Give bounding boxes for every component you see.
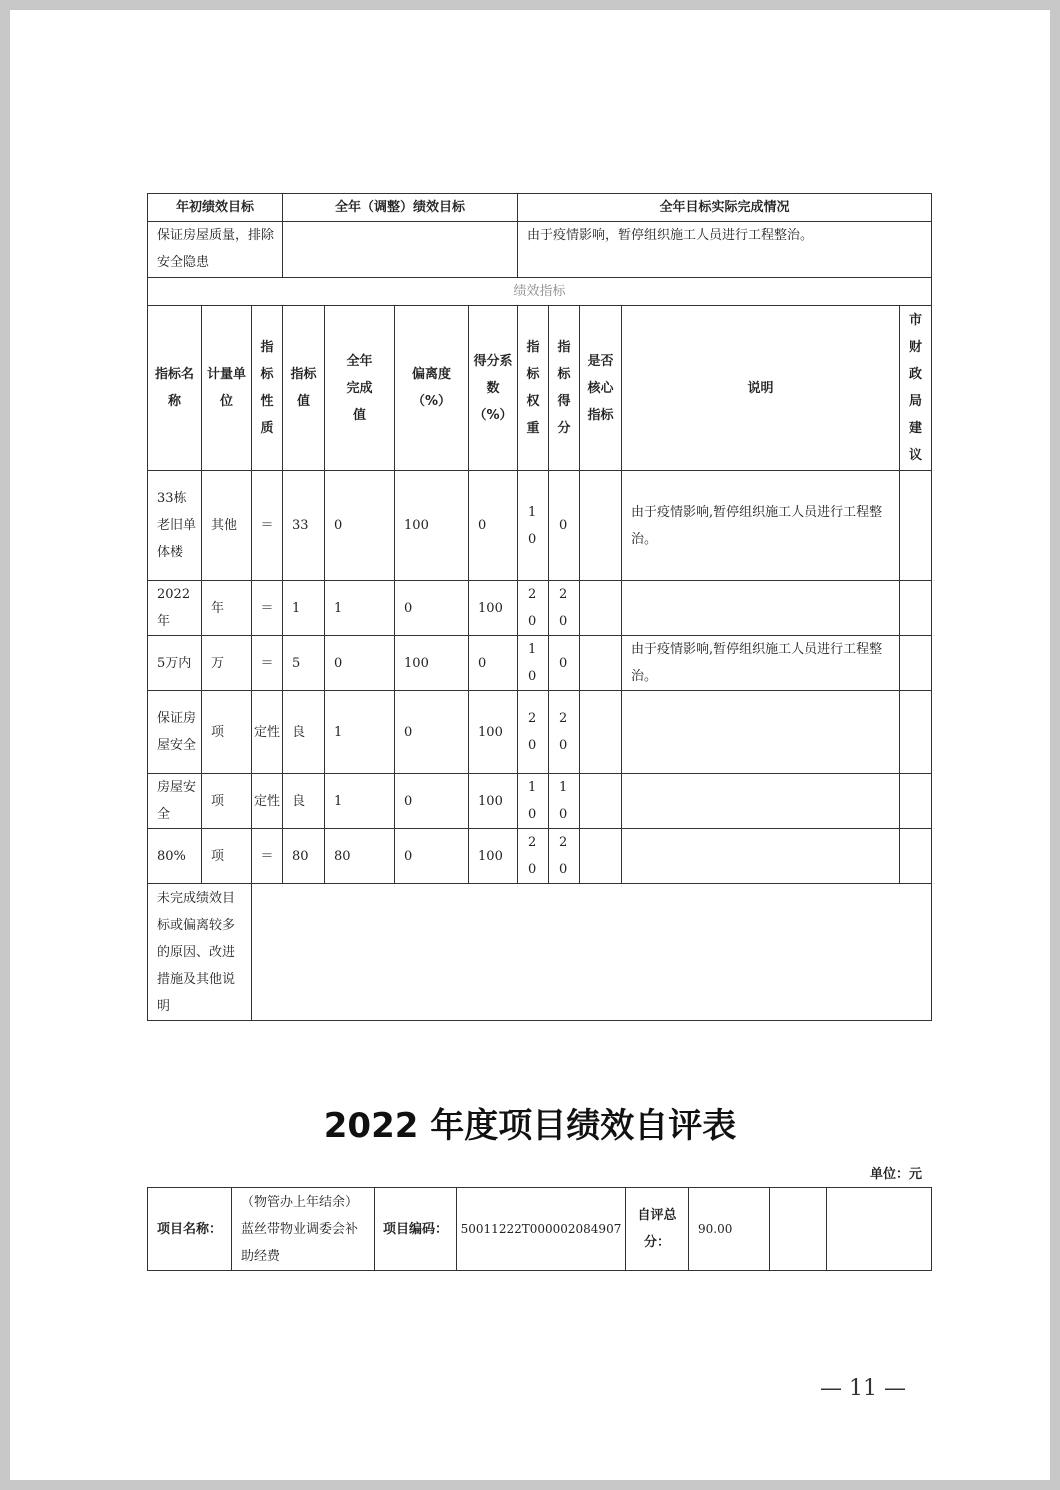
- table-cell: [900, 829, 932, 884]
- column-header: 指标值: [283, 306, 325, 471]
- table-cell: 20: [549, 829, 580, 884]
- actual-status-value: 由于疫情影响，暂停组织施工人员进行工程整治。: [518, 222, 932, 278]
- table-cell: 80: [325, 829, 395, 884]
- form-title: 2022 年度项目绩效自评表: [323, 1106, 737, 1146]
- table-cell: 0: [395, 774, 469, 829]
- remarks-label: 未完成绩效目标或偏离较多的原因、改进措施及其他说明: [148, 884, 252, 1021]
- empty-cell: [770, 1188, 827, 1271]
- table-cell: 100: [469, 829, 518, 884]
- column-header: 全年完成值: [325, 306, 395, 471]
- table-cell: 0: [395, 581, 469, 636]
- table-cell: [622, 581, 900, 636]
- project-name-label: 项目名称：: [148, 1188, 232, 1271]
- table-cell: 80%: [148, 829, 202, 884]
- table-cell: 10: [518, 471, 549, 581]
- table-cell: [622, 691, 900, 774]
- indicator-rows: [148, 471, 932, 884]
- table-cell: 项: [202, 774, 252, 829]
- table-cell: [580, 829, 622, 884]
- column-header: 是否核心指标: [580, 306, 622, 471]
- table-cell: 良: [283, 774, 325, 829]
- table-cell: 100: [469, 581, 518, 636]
- unit-label: 单位：元: [869, 1167, 922, 1182]
- table-cell: 100: [395, 636, 469, 691]
- column-header-row: [148, 306, 932, 471]
- empty-cell: [827, 1188, 932, 1271]
- self-score-label: 自评总分：: [626, 1188, 689, 1271]
- performance-table: [147, 193, 932, 1021]
- table-cell: 1: [325, 691, 395, 774]
- column-header: 指标权重: [518, 306, 549, 471]
- table-cell: 10: [549, 774, 580, 829]
- table-cell: 保证房屋安全: [148, 691, 202, 774]
- table-cell: [900, 691, 932, 774]
- column-header: 市财政局建议: [900, 306, 932, 471]
- column-header: 指标性质: [252, 306, 283, 471]
- table-cell: 20: [549, 581, 580, 636]
- table-row: [148, 636, 932, 691]
- table-cell: 100: [469, 691, 518, 774]
- table-cell: 20: [518, 581, 549, 636]
- table-cell: 良: [283, 691, 325, 774]
- table-cell: 0: [325, 471, 395, 581]
- column-header: 计量单位: [202, 306, 252, 471]
- table-cell: [580, 581, 622, 636]
- table-row: [148, 774, 932, 829]
- table-cell: [622, 774, 900, 829]
- initial-goal-header: 年初绩效目标: [148, 194, 283, 222]
- document-page: [10, 10, 1050, 1480]
- initial-goal-value: 保证房屋质量，排除安全隐患: [148, 222, 283, 278]
- table-cell: 万: [202, 636, 252, 691]
- table-cell: 0: [325, 636, 395, 691]
- table-cell: 定性: [252, 691, 283, 774]
- table-cell: 项: [202, 691, 252, 774]
- table-cell: [900, 581, 932, 636]
- table-cell: 5: [283, 636, 325, 691]
- table-cell: 80: [283, 829, 325, 884]
- table-cell: 33栋老旧单体楼: [148, 471, 202, 581]
- table-cell: ＝: [252, 829, 283, 884]
- column-header: 得分系数（%）: [469, 306, 518, 471]
- adjusted-goal-value: [283, 222, 518, 278]
- table-cell: 0: [469, 471, 518, 581]
- table-row: [148, 829, 932, 884]
- table-cell: [580, 636, 622, 691]
- table-cell: 0: [549, 636, 580, 691]
- table-cell: ＝: [252, 581, 283, 636]
- table-cell: [900, 774, 932, 829]
- table-cell: 20: [518, 829, 549, 884]
- table-cell: [622, 829, 900, 884]
- actual-status-header: 全年目标实际完成情况: [518, 194, 932, 222]
- table-cell: 10: [518, 636, 549, 691]
- table-cell: 100: [395, 471, 469, 581]
- remarks-value: [252, 884, 932, 1021]
- table-cell: [900, 471, 932, 581]
- table-cell: 0: [549, 471, 580, 581]
- column-header: 说明: [622, 306, 900, 471]
- table-cell: 1: [283, 581, 325, 636]
- table-cell: 0: [395, 691, 469, 774]
- table-cell: 其他: [202, 471, 252, 581]
- table-cell: 0: [395, 829, 469, 884]
- table-cell: 由于疫情影响,暂停组织施工人员进行工程整治。: [622, 471, 900, 581]
- table-cell: 33: [283, 471, 325, 581]
- column-header: 偏离度（%）: [395, 306, 469, 471]
- table-cell: 20: [549, 691, 580, 774]
- project-code-value: 50011222T000002084907: [457, 1188, 626, 1271]
- page-number: — 11 —: [820, 1376, 906, 1401]
- table-cell: 0: [469, 636, 518, 691]
- column-header: 指标名称: [148, 306, 202, 471]
- table-cell: 项: [202, 829, 252, 884]
- table-cell: [580, 471, 622, 581]
- table-cell: ＝: [252, 471, 283, 581]
- self-score-value: 90.00: [689, 1188, 770, 1271]
- table-cell: 由于疫情影响,暂停组织施工人员进行工程整治。: [622, 636, 900, 691]
- table-row: [148, 691, 932, 774]
- table-cell: 房屋安全: [148, 774, 202, 829]
- project-table: [147, 1187, 932, 1271]
- table-cell: 100: [469, 774, 518, 829]
- table-cell: 1: [325, 774, 395, 829]
- table-row: [148, 581, 932, 636]
- section-title: 绩效指标: [148, 278, 932, 306]
- table-cell: 年: [202, 581, 252, 636]
- table-cell: [900, 636, 932, 691]
- table-cell: ＝: [252, 636, 283, 691]
- table-cell: 定性: [252, 774, 283, 829]
- table-cell: 1: [325, 581, 395, 636]
- table-cell: 20: [518, 691, 549, 774]
- table-cell: [580, 691, 622, 774]
- table-cell: 2022年: [148, 581, 202, 636]
- adjusted-goal-header: 全年（调整）绩效目标: [283, 194, 518, 222]
- project-code-label: 项目编码：: [375, 1188, 457, 1271]
- project-name-value: （物管办上年结余）蓝丝带物业调委会补助经费: [232, 1188, 375, 1271]
- column-header: 指标得分: [549, 306, 580, 471]
- table-cell: [580, 774, 622, 829]
- table-cell: 10: [518, 774, 549, 829]
- table-row: [148, 471, 932, 581]
- table-cell: 5万内: [148, 636, 202, 691]
